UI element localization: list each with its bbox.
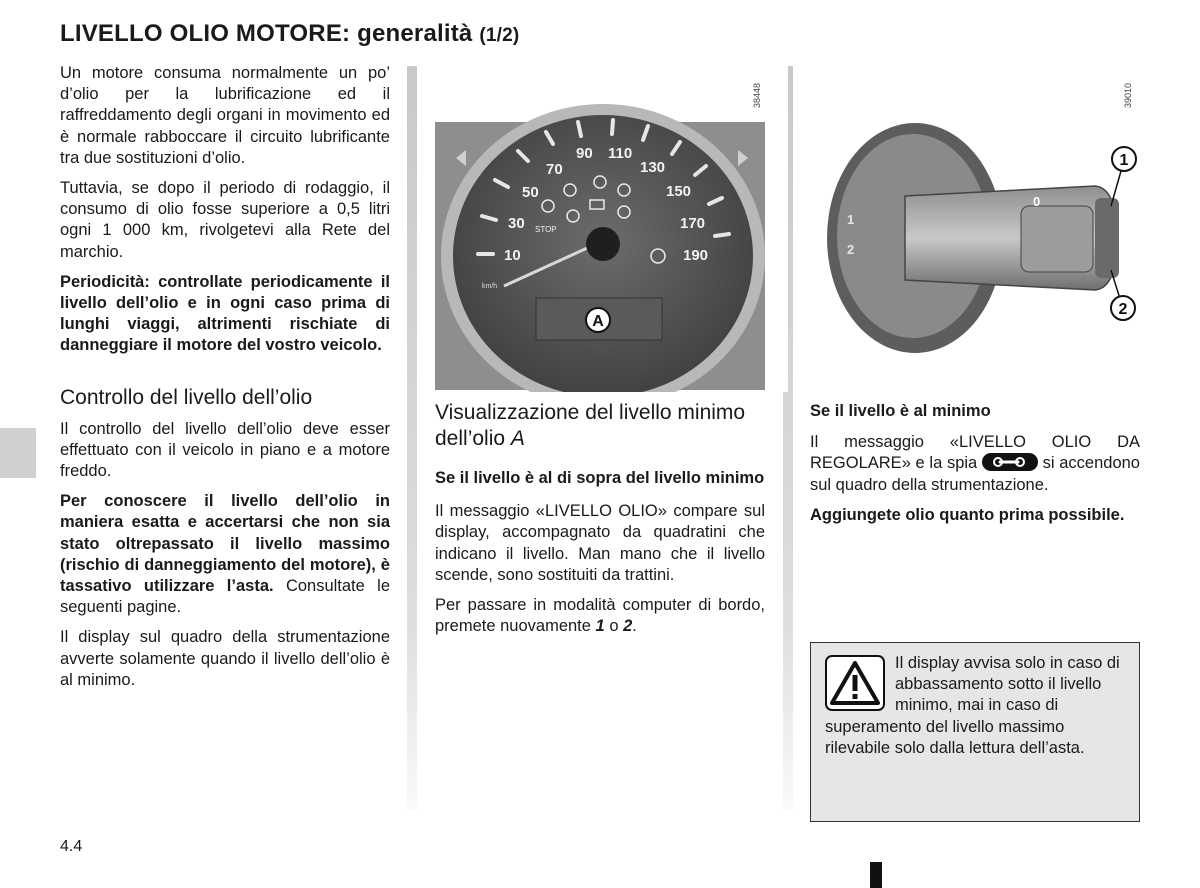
paragraph-text: si accendono sul quadro della strumentazione.: [810, 454, 1140, 494]
wiper-stalk-illustration: [795, 66, 1140, 392]
paragraph: Il controllo del livello dell’olio deve esser effettuato con il veicolo in piano e a motore freddo.: [60, 419, 390, 481]
figure-reference-number: 38448: [752, 82, 762, 108]
page-title-suffix: (1/2): [479, 25, 520, 46]
column-left: [60, 63, 390, 700]
subheading: Se il livello è al di sopra del livello minimo: [435, 469, 765, 487]
page-title-text: LIVELLO OLIO MOTORE: generalità: [60, 20, 473, 47]
paragraph-text: .: [632, 617, 637, 636]
reference-2: 2: [623, 617, 633, 636]
paragraph: Il display sul quadro della strumentazione avverte solamente quando il livello dell’olio è al minimo.: [60, 628, 390, 689]
figure-label-a: A: [592, 313, 604, 330]
unit-label: km/h: [482, 283, 498, 290]
speed-label: 10: [504, 247, 521, 264]
reference-1: 1: [595, 617, 605, 636]
speed-label: 70: [546, 161, 563, 178]
speed-label: 150: [666, 183, 692, 200]
position-label: 2: [847, 242, 855, 257]
stop-text: STOP: [535, 225, 557, 234]
paragraph-bold: Per conoscere il livello dell’olio in maniera esatta e accertarsi che non sia stato oltrepassato il livello massimo (rischio di danneggiamento del motore), è tassativo utilizzare l’asta.: [60, 492, 390, 596]
section-heading-text: Visualizzazione del livello minimo dell’olio: [435, 401, 746, 450]
figure-instrument-cluster: [418, 66, 788, 392]
paragraph-text: Per passare in modalità computer di bordo, premete nuovamente: [435, 596, 765, 636]
warning-box: [810, 642, 1140, 822]
paragraph: [810, 432, 1140, 496]
wrench-warning-light-icon: [982, 453, 1038, 471]
subheading: Se il livello è al minimo: [810, 402, 991, 420]
paragraph-bold: Periodicità: controllate periodicamente il livello dell’olio e in ogni caso prima di lunghi viaggi, altrimenti rischiate di danneggiare il motore del vostro veicolo.: [60, 272, 390, 355]
section-heading: Controllo del livello dell’olio: [60, 385, 313, 409]
speed-label: 110: [608, 145, 633, 162]
speed-label: 130: [640, 159, 666, 176]
section-heading: [435, 400, 765, 452]
position-label: 1: [847, 212, 855, 227]
speed-label: 190: [683, 247, 709, 264]
paragraph-text: o: [609, 617, 619, 636]
figure-reference-number: 39010: [1123, 82, 1133, 108]
page-number: 4.4: [60, 838, 83, 855]
column-separator: [407, 66, 417, 810]
speed-label: 50: [522, 184, 539, 201]
callout-1: 1: [1119, 152, 1129, 169]
page-edge-marker: [870, 862, 882, 888]
paragraph: Il messaggio «LIVELLO OLIO» compare sul display, accompagnato da quadratini che indicano il livello. Man mano che il livello scende, sono sostituiti da trattini.: [435, 502, 765, 584]
speed-label: 30: [508, 215, 525, 232]
figure-wiper-stalk: [795, 66, 1140, 392]
warning-text: Il display avvisa solo in caso di abbassamento sotto il livello minimo, mai in caso di superamento del livello massimo rilevabile solo dalla lettura dell’asta.: [825, 654, 1120, 757]
chapter-tab: [0, 428, 36, 478]
paragraph-bold: Aggiungete olio quanto prima possibile.: [810, 505, 1125, 524]
speed-label: 170: [680, 215, 706, 232]
page-title: [60, 20, 519, 48]
column-right: [810, 401, 1140, 535]
position-label: 0: [1033, 194, 1041, 209]
callout-2: 2: [1118, 301, 1128, 318]
paragraph: [435, 595, 765, 637]
warning-triangle-icon: [825, 655, 885, 711]
paragraph-text: Consultate le seguenti pagine.: [60, 577, 390, 617]
column-middle: [435, 400, 765, 646]
paragraph: Tuttavia, se dopo il periodo di rodaggio, il consumo di olio fosse superiore a 0,5 litri ogni 1 000 km, rivolgetevi alla Rete del marchio.: [60, 179, 390, 261]
instrument-cluster-illustration: [418, 66, 788, 392]
section-heading-letter: A: [510, 427, 525, 450]
paragraph: [60, 491, 390, 618]
speed-label: 90: [576, 145, 593, 162]
paragraph-text: Il messaggio «LIVELLO OLIO DA REGOLARE» e la spia: [810, 433, 1140, 473]
paragraph: Un motore consuma normalmente un po’ d’olio per la lubrificazione ed il raffreddamento degli organi in movimento ed è normale rabboccare il circuito lubrificante tra due sostituzioni d’olio.: [60, 64, 390, 167]
